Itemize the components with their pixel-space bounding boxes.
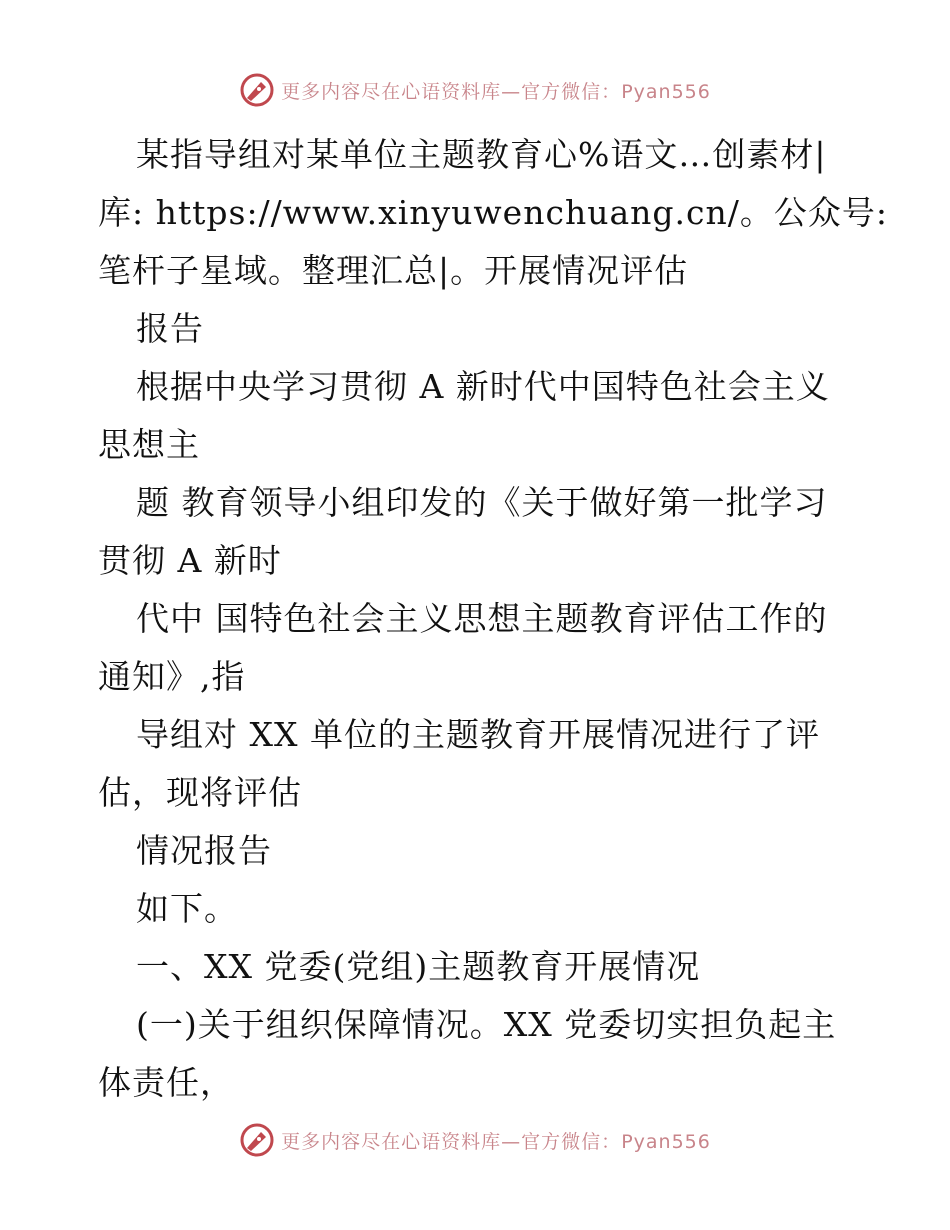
banner-wechat-label: 官方微信： [521,80,622,103]
text-line: 某指导组对某单位主题教育心%语文…创素材| [136,135,827,174]
banner-dash: — [501,80,522,103]
document-body [98,126,888,1112]
banner-dash: — [501,1130,522,1153]
text-line: 报告 [136,309,204,348]
text-line: 导组对 XX 单位的主题教育开展情况进行了评 [136,715,820,754]
banner-wechat-id: Pyan556 [621,80,711,103]
banner-title: 更多内容尽在心语资料库 [281,80,502,103]
text-line: 库: https://www.xinyuwenchuang.cn/。公众号: [98,193,888,232]
text-line: 贯彻 A 新时 [98,541,282,580]
text-line: 根据中央学习贯彻 A 新时代中国特色社会主义 [136,367,830,406]
text-line: 思想主 [98,425,200,464]
text-line: 估，现将评估 [98,773,302,812]
text-line: 通知》,指 [98,657,246,696]
banner-wechat-id: Pyan556 [621,1130,711,1153]
banner-title: 更多内容尽在心语资料库 [281,1130,502,1153]
text-line: 如下。 [136,889,238,928]
pen-nib-logo-icon [239,1122,275,1158]
header-banner [0,70,950,110]
text-line: 体责任， [98,1063,234,1102]
footer-banner [0,1120,950,1160]
text-line: 笔杆子星域。整理汇总|。开展情况评估 [98,251,689,290]
text-line: (一)关于组织保障情况。XX 党委切实担负起主 [136,1005,837,1044]
text-line: 一、XX 党委(党组)主题教育开展情况 [136,947,701,986]
text-line: 情况报告 [136,831,272,870]
pen-nib-logo-icon [239,72,275,108]
text-line: 代中 国特色社会主义思想主题教育评估工作的 [136,599,828,638]
banner-wechat-label: 官方微信： [521,1130,622,1153]
text-line: 题 教育领导小组印发的《关于做好第一批学习 [136,483,828,522]
